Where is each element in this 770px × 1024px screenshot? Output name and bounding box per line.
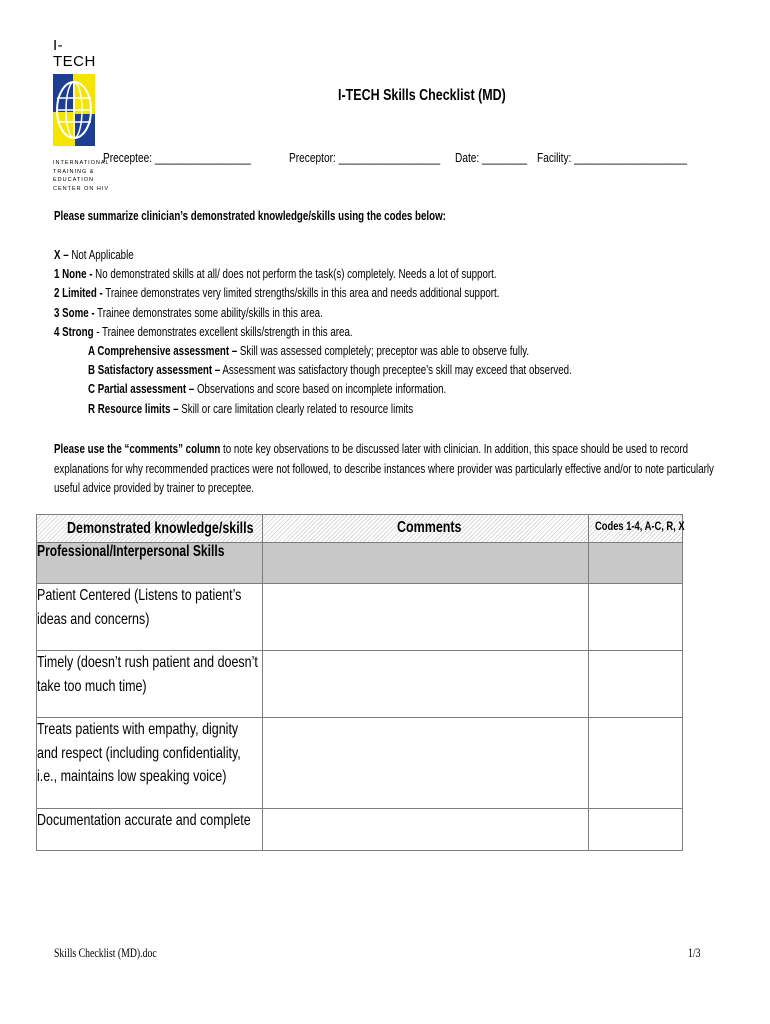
section-comments-cell [263, 543, 589, 584]
codes-cell[interactable] [589, 809, 683, 851]
section-row [37, 543, 683, 584]
codes-cell[interactable] [589, 651, 683, 718]
codes-cell[interactable] [589, 584, 683, 651]
preceptee-field[interactable]: Preceptee: _________________ [103, 150, 251, 165]
logo-subtitle-line: CENTER ON HIV [53, 185, 110, 192]
preceptor-field[interactable]: Preceptor: __________________ [289, 150, 441, 165]
date-field[interactable]: Date: ________ [455, 150, 528, 165]
codes-cell[interactable] [589, 718, 683, 809]
header-skill: Demonstrated knowledge/skills [37, 515, 263, 543]
logo-subtitle-line: TRAINING & [53, 168, 95, 175]
header-codes: Codes 1-4, A-C, R, X [589, 515, 683, 543]
code-row: 4 Strong - Trainee demonstrates excellent skills/strength in this area. [54, 324, 353, 339]
header-comments: Comments [263, 515, 589, 543]
table-row [37, 584, 683, 651]
table-row [37, 718, 683, 809]
skill-cell: Timely (doesn’t rush patient and doesn’t take too much time) [37, 651, 263, 718]
code-row: B Satisfactory assessment – Assessment was satisfactory though preceptee’s skill may exceed that observed. [88, 363, 572, 378]
code-row: 3 Some - Trainee demonstrates some ability/skills in this area. [54, 305, 323, 320]
instruction-heading: Please summarize clinician’s demonstrated knowledge/skills using the codes below: [54, 209, 446, 223]
comments-cell[interactable] [263, 651, 589, 718]
logo-subtitle-line: EDUCATION [53, 177, 94, 183]
code-row: 1 None - No demonstrated skills at all/ does not perform the task(s) completely. Needs a lot of support. [54, 267, 497, 282]
comments-cell[interactable] [263, 809, 589, 851]
comments-cell[interactable] [263, 584, 589, 651]
comments-cell[interactable] [263, 718, 589, 809]
facility-field[interactable]: Facility: ____________________ [537, 150, 687, 165]
skill-cell: Patient Centered (Listens to patient’s ideas and concerns) [37, 584, 263, 651]
page-title: I-TECH Skills Checklist (MD) [338, 87, 506, 104]
code-row: 2 Limited - Trainee demonstrates very limited strengths/skills in this area and needs additional support. [54, 286, 500, 301]
table-header-row [37, 515, 683, 543]
skill-cell: Treats patients with empathy, dignity and respect (including confidentiality, i.e., maintains low speaking voice) [37, 718, 263, 809]
skills-table [36, 514, 683, 851]
table-row [37, 809, 683, 851]
section-label: Professional/Interpersonal Skills [37, 543, 263, 584]
footer-page-number: 1/3 [688, 946, 701, 960]
logo-subtitle [53, 159, 110, 193]
comments-note: Please use the “comments” column to note key observations to be discussed later with clinician. In addition, this space should be used to record explanations for why recommended practices were not followed, to describe instances where provider was particularly effective and/or to note particularly useful advice provided by trainer to preceptee. [54, 442, 714, 495]
section-codes-cell [589, 543, 683, 584]
logo-subtitle-line: INTERNATIONAL [53, 160, 110, 166]
footer-filename: Skills Checklist (MD).doc [54, 946, 157, 960]
code-row: X – Not Applicable [54, 248, 134, 262]
itech-logo [53, 37, 110, 193]
code-row: R Resource limits – Skill or care limitation clearly related to resource limits [88, 401, 414, 416]
table-row [37, 651, 683, 718]
logo-wordmark: I-TECH [53, 37, 96, 70]
codes-legend [54, 246, 708, 419]
code-row: A Comprehensive assessment – Skill was assessed completely; preceptor was able to observe fully. [88, 343, 530, 358]
skill-cell: Documentation accurate and complete [37, 809, 263, 851]
globe-logo-icon [53, 74, 95, 146]
code-row: C Partial assessment – Observations and score based on incomplete information. [88, 382, 447, 397]
